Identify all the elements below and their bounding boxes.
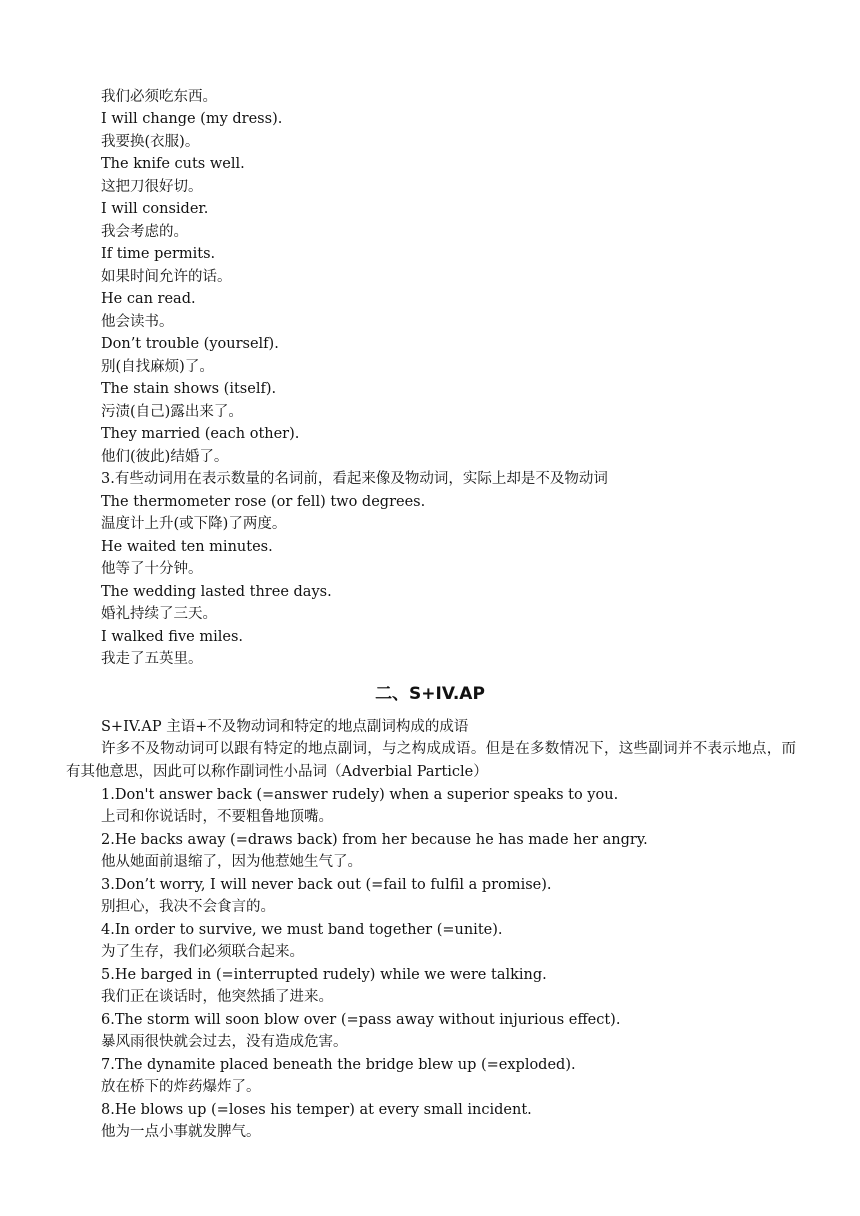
text-line: The thermometer rose (or fell) two degrees. — [101, 494, 426, 510]
example-line: 7.The dynamite placed beneath the bridge blew up (=exploded). — [101, 1057, 576, 1073]
example-line: 6.The storm will soon blow over (=pass away without injurious effect). — [101, 1012, 621, 1028]
text-line: 我们必须吃东西。 — [101, 89, 217, 105]
text-line: 别(自找麻烦)了。 — [101, 359, 214, 375]
text-line: 他等了十分钟。 — [101, 561, 203, 577]
text-line: I will consider. — [101, 201, 209, 217]
text-line: The wedding lasted three days. — [101, 584, 332, 600]
text-line: They married (each other). — [101, 426, 300, 442]
translation-line: 放在桥下的炸药爆炸了。 — [101, 1079, 261, 1095]
translation-line: 别担心，我决不会食言的。 — [101, 899, 275, 915]
translation-line: 他从她面前退缩了，因为他惹她生气了。 — [101, 854, 362, 870]
text-line: He can read. — [101, 291, 196, 307]
example-line: 2.He backs away (=draws back) from her because he has made her angry. — [101, 832, 648, 848]
text-line: 如果时间允许的话。 — [101, 269, 232, 285]
text-line: The knife cuts well. — [101, 156, 245, 172]
translation-line: 他为一点小事就发脾气。 — [101, 1124, 261, 1140]
example-line: 5.He barged in (=interrupted rudely) while we were talking. — [101, 967, 547, 983]
translation-line: 暴风雨很快就会过去，没有造成危害。 — [101, 1034, 348, 1050]
section-heading: 二、S+IV.AP — [375, 684, 485, 704]
section-paragraph: 许多不及物动词可以跟有特定的地点副词，与之构成成语。但是在多数情况下，这些副词并不表示地点，而有其他意思，因此可以称作副词性小品词（Adverbial Particle） — [66, 741, 796, 780]
text-line: 婚礼持续了三天。 — [101, 606, 217, 622]
example-line: 1.Don't answer back (=answer rudely) when a superior speaks to you. — [101, 787, 619, 803]
example-line: 3.Don’t worry, I will never back out (=fail to fulfil a promise). — [101, 877, 552, 893]
text-line: 我走了五英里。 — [101, 651, 203, 667]
text-line: 温度计上升(或下降)了两度。 — [101, 516, 287, 532]
text-line: Don’t trouble (yourself). — [101, 336, 279, 352]
text-line: 这把刀很好切。 — [101, 179, 203, 195]
text-line: 我要换(衣服)。 — [101, 134, 200, 150]
translation-line: 上司和你说话时，不要粗鲁地顶嘴。 — [101, 809, 333, 825]
text-line: If time permits. — [101, 246, 216, 262]
text-line: I walked five miles. — [101, 629, 243, 645]
text-line: 他们(彼此)结婚了。 — [101, 449, 229, 465]
text-line: I will change (my dress). — [101, 111, 283, 127]
section-intro: S+IV.AP 主语+不及物动词和特定的地点副词构成的成语 — [101, 719, 469, 735]
translation-line: 为了生存，我们必须联合起来。 — [101, 944, 304, 960]
text-line: 他会读书。 — [101, 314, 174, 330]
example-line: 4.In order to survive, we must band together (=unite). — [101, 922, 503, 938]
text-line: 我会考虑的。 — [101, 224, 188, 240]
text-line: 污渍(自己)露出来了。 — [101, 404, 243, 420]
text-line: He waited ten minutes. — [101, 539, 273, 555]
numbered-rule: 3.有些动词用在表示数量的名词前，看起来像及物动词，实际上却是不及物动词 — [101, 471, 608, 487]
translation-line: 我们正在谈话时，他突然插了进来。 — [101, 989, 333, 1005]
example-line: 8.He blows up (=loses his temper) at every small incident. — [101, 1102, 532, 1118]
text-line: The stain shows (itself). — [101, 381, 277, 397]
